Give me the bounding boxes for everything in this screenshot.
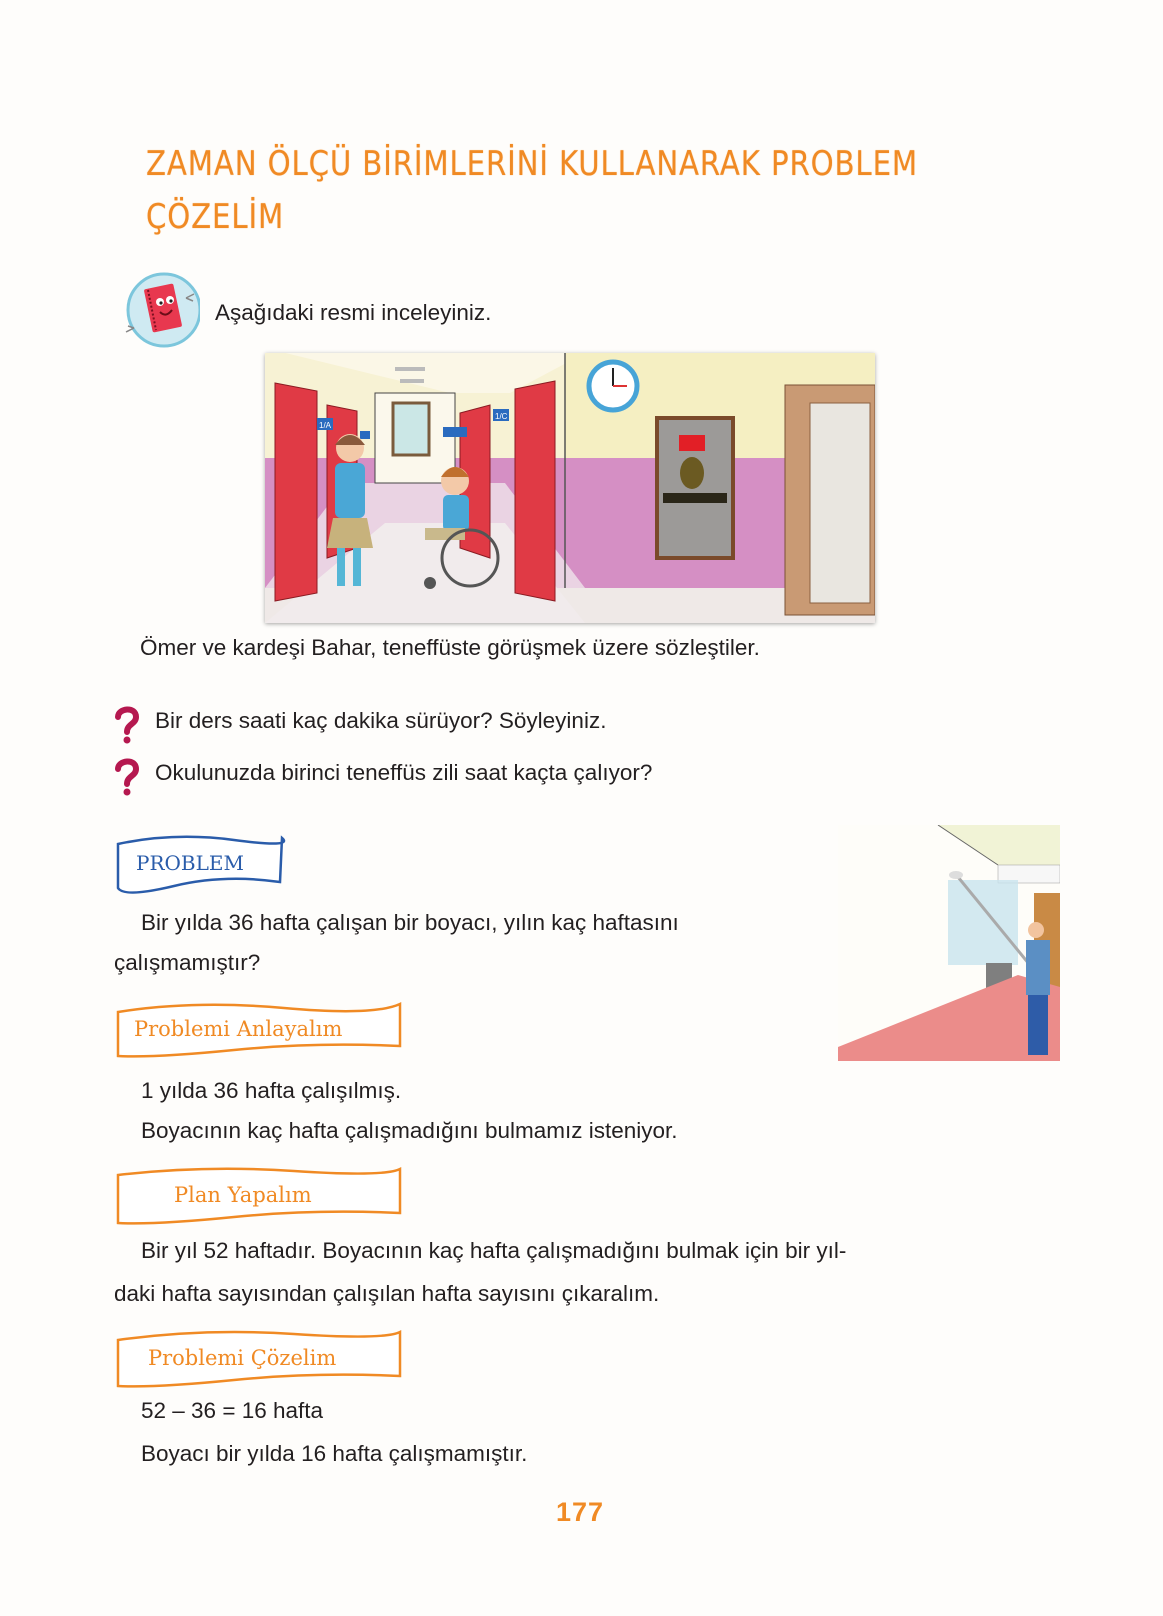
- solve-label: Problemi Çözelim: [148, 1346, 337, 1370]
- plan-line-2: daki hafta sayısından çalışılan hafta sayısını çıkaralım.: [114, 1281, 660, 1306]
- understand-line-2: Boyacının kaç hafta çalışmadığını bulmamız isteniyor.: [141, 1118, 678, 1143]
- question-text-2: Okulunuzda birinci teneffüs zili saat kaçta çalıyor?: [155, 760, 653, 785]
- instruction-text: Aşağıdaki resmi inceleyiniz.: [215, 300, 492, 325]
- notebook-character-icon: [120, 270, 200, 356]
- question-item: [114, 758, 140, 801]
- school-corridor-illustration: [265, 353, 875, 623]
- story-sentence: Ömer ve kardeşi Bahar, teneffüste görüşmek üzere sözleştiler.: [140, 635, 760, 660]
- understand-tag: [114, 1000, 404, 1060]
- door-sign-1a: 1/A: [319, 421, 332, 430]
- problem-tag: [114, 834, 286, 894]
- question-mark-icon: [114, 706, 140, 744]
- page-title-line-2: ÇÖZELİM: [146, 197, 285, 237]
- solve-tag: [114, 1328, 404, 1390]
- solve-answer: Boyacı bir yılda 16 hafta çalışmamıştır.: [141, 1441, 528, 1466]
- solve-equation: 52 – 36 = 16 hafta: [141, 1398, 324, 1423]
- question-text-1: Bir ders saati kaç dakika sürüyor? Söyleyiniz.: [155, 708, 607, 733]
- plan-line-1: Bir yıl 52 haftadır. Boyacının kaç hafta çalışmadığını bulmak için bir yıl-: [141, 1238, 847, 1263]
- problem-text-line-2: çalışmamıştır?: [114, 950, 261, 975]
- plan-tag: [114, 1165, 404, 1227]
- plan-label: Plan Yapalım: [174, 1183, 312, 1207]
- question-item: [114, 706, 140, 749]
- page-number: 177: [556, 1497, 605, 1527]
- page-title-line-1: ZAMAN ÖLÇÜ BİRİMLERİNİ KULLANARAK PROBLEM: [146, 144, 919, 184]
- question-mark-icon: [114, 758, 140, 796]
- problem-text-line-1: Bir yılda 36 hafta çalışan bir boyacı, yılın kaç haftasını: [141, 910, 679, 935]
- understand-label: Problemi Anlayalım: [134, 1017, 343, 1041]
- painter-illustration: [838, 825, 1060, 1061]
- svg-text:1/C: 1/C: [495, 412, 508, 421]
- problem-label: PROBLEM: [136, 851, 244, 875]
- understand-line-1: 1 yılda 36 hafta çalışılmış.: [141, 1078, 402, 1103]
